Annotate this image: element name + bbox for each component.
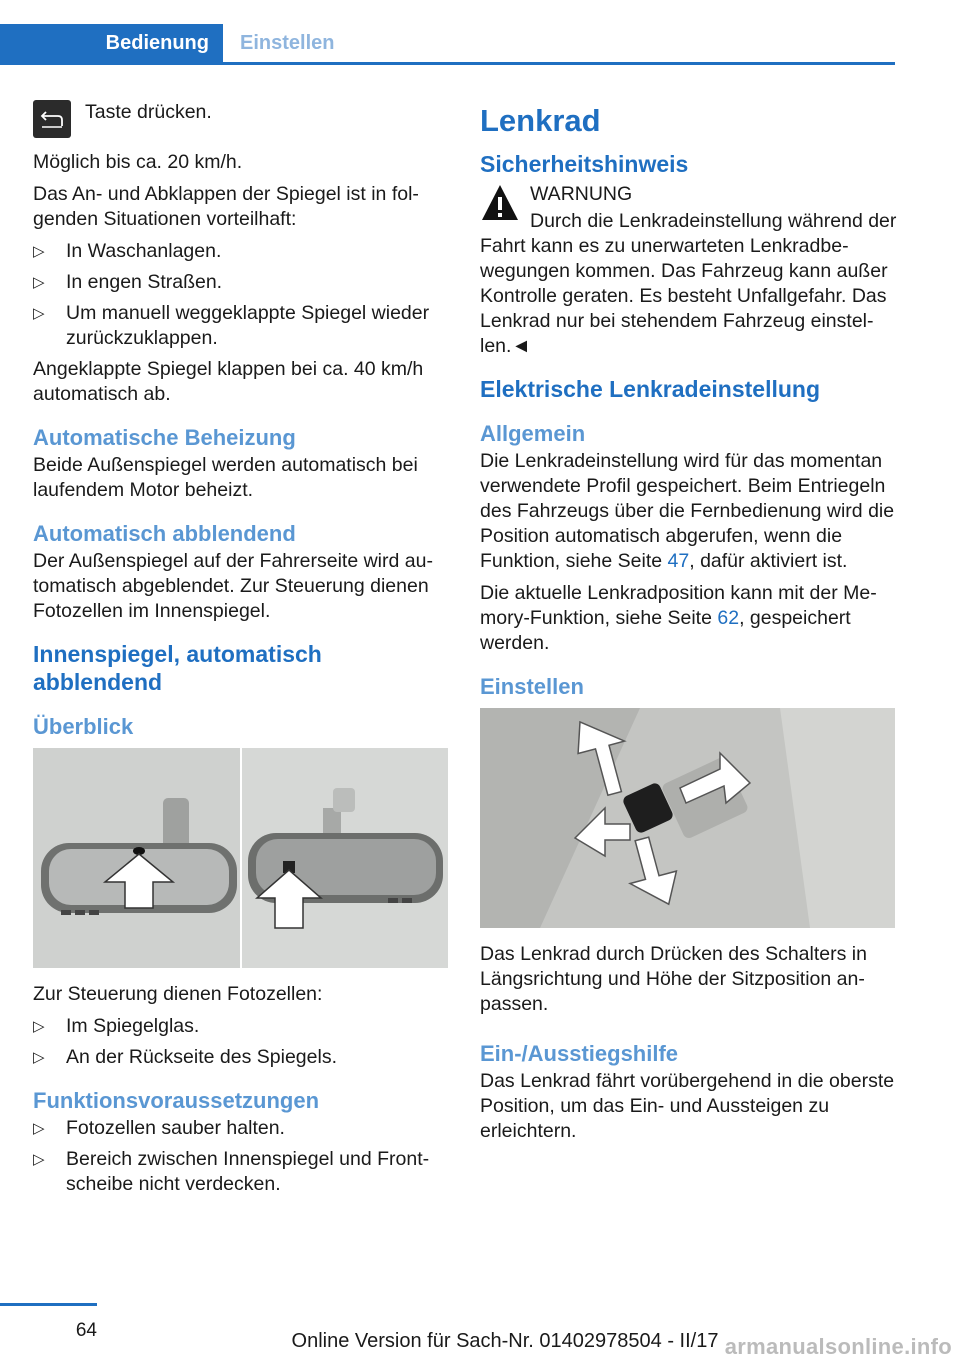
list-item: ▷ Um manuell weggeklappte Spiegel wieder zurückzuklappen. (33, 302, 430, 349)
warning-triangle-icon (480, 182, 520, 224)
heading-ausstieg: Ein-/Ausstiegshilfe (480, 1041, 679, 1066)
watermark: armanualsonline.info (724, 1334, 952, 1359)
heading-beheizung: Automatische Beheizung (33, 425, 296, 450)
tab-bedienung[interactable]: Bedienung (0, 24, 223, 62)
triangle-right-icon: ▷ (33, 274, 45, 291)
auto-unfold-note: Angeklappte Spiegel klappen bei ca. 40 km/h automatisch ab. (33, 358, 424, 405)
mirror-photo (33, 748, 448, 968)
heading-ueberblick: Überblick (33, 714, 134, 739)
heading-einstellen: Einstellen (480, 674, 584, 699)
chapter-tabs (0, 24, 895, 65)
button-instruction (33, 100, 445, 138)
heading-funktion: Funktionsvoraussetzungen (33, 1088, 320, 1113)
triangle-right-icon: ▷ (33, 243, 45, 260)
fotozellen-intro: Zur Steuerung dienen Fotozellen: (33, 983, 323, 1005)
list-item: ▷ Fotozellen sauber halten. (33, 1117, 285, 1139)
triangle-right-icon: ▷ (33, 305, 45, 322)
list-item: ▷ Im Spiegelglas. (33, 1015, 200, 1037)
steering-switch-photo (480, 708, 895, 928)
fotozellen-list (33, 1014, 445, 1070)
online-version-note: Online Version für Sach-Nr. 01402978504 - II/17 (291, 1330, 719, 1352)
heading-elektrisch: Elektrische Lenkradeinstellung (480, 376, 821, 402)
triangle-right-icon: ▷ (33, 1120, 45, 1137)
heading-lenkrad: Lenkrad (480, 103, 601, 138)
list-item: ▷ In engen Straßen. (33, 271, 223, 293)
warning-text: Durch die Lenkradeinstellung während der Fahrt kann es zu unerwarteten Lenkradbewegungen kommen. Das Fahrzeug kann außer Kontrolle geraten. Es besteht Unfallgefahr. Das Lenkrad nur bei stehendem Fahrzeug einstellen.◄ (480, 210, 897, 357)
list-item: ▷ In Waschanlagen. (33, 240, 222, 262)
button-instruction-text: Taste drücken. (85, 101, 212, 123)
page-ref-link[interactable]: 47 (667, 550, 690, 572)
beheizung-text: Beide Außenspiegel werden automatisch bei laufendem Motor beheizt. (33, 454, 418, 501)
heading-allgemein: Allgemein (480, 421, 586, 446)
heading-innenspiegel: Innenspiegel, automatisch abblendend (33, 641, 322, 695)
left-column (33, 100, 445, 1203)
tab-einstellen[interactable]: Einstellen (240, 32, 335, 54)
abblendend-text: Der Außenspiegel auf der Fahrerseite wird automatisch abgeblendet. Zur Steuerung dienen Fotozellen im Innenspiegel. (33, 550, 433, 622)
funktion-list (33, 1116, 445, 1197)
list-item: ▷ An der Rückseite des Spiegels. (33, 1046, 337, 1068)
triangle-right-icon: ▷ (33, 1049, 45, 1066)
triangle-right-icon: ▷ (33, 1151, 45, 1168)
fold-intro: Das An- und Abklappen der Spiegel ist in folgenden Situationen vorteilhaft: (33, 183, 419, 230)
warning-title: WARNUNG (530, 183, 633, 205)
heading-abblendend: Automatisch abblendend (33, 521, 296, 546)
right-column (480, 100, 898, 1151)
ausstieg-text: Das Lenkrad fährt vorübergehend in die oberste Position, um das Ein- und Aussteigen zu erleichtern. (480, 1070, 895, 1142)
heading-sicherheit: Sicherheitshinweis (480, 151, 689, 177)
page-ref-link[interactable]: 62 (717, 607, 740, 629)
fold-situations-list (33, 239, 445, 351)
einstellen-text: Das Lenkrad durch Drücken des Schalters in Längsrichtung und Höhe der Sitzposition anpassen. (480, 943, 867, 1015)
mirror-fold-button-icon (33, 100, 71, 138)
page-number: 64 (0, 1303, 97, 1342)
triangle-right-icon: ▷ (33, 1018, 45, 1035)
list-item: ▷ Bereich zwischen Innenspiegel und Frontscheibe nicht verdecken. (33, 1148, 430, 1195)
allgemein-text-1: Die Lenkradeinstellung wird für das momentan verwendete Profil gespeichert. Beim Entriegeln des Fahrzeugs über die Fernbedienung wird die Position automatisch abgerufen, wenn die Funktion, siehe Seite 47, dafür aktiviert ist. (480, 450, 895, 572)
speed-note: Möglich bis ca. 20 km/h. (33, 151, 243, 173)
allgemein-text-2: Die aktuelle Lenkradposition kann mit der Memory-Funktion, siehe Seite 62, gespeichert werden. (480, 582, 877, 654)
